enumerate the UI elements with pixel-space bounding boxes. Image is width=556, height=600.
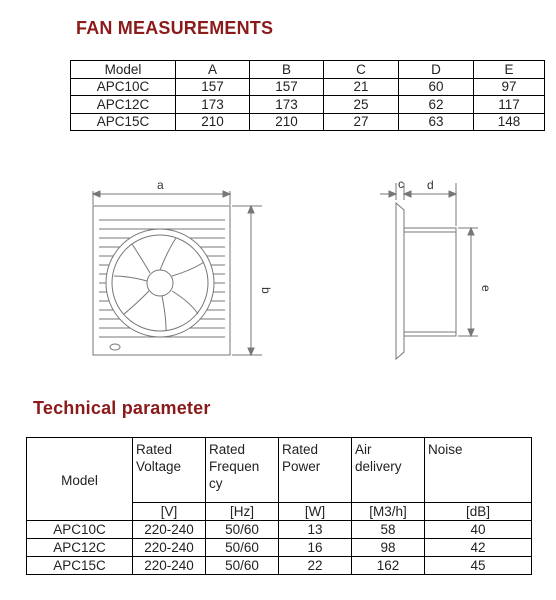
arrowhead	[449, 191, 456, 197]
table-cell: APC15C	[27, 557, 133, 575]
header-line: Rated	[209, 442, 246, 457]
arrowhead	[248, 348, 254, 355]
header-line: Rated	[136, 442, 173, 457]
table-cell: 60	[399, 78, 474, 96]
arrowhead	[389, 191, 396, 197]
fan-measurements-title: FAN MEASUREMENTS	[76, 18, 274, 38]
arrowhead	[468, 228, 474, 235]
header-line: Rated	[282, 442, 319, 457]
table-cell: 50/60	[206, 557, 279, 575]
column-header-rated-voltage	[133, 438, 206, 503]
table-cell: 42	[425, 539, 532, 557]
column-header: A	[176, 61, 250, 79]
unit-cell: [M3/h]	[352, 503, 425, 521]
column-header: C	[324, 61, 399, 79]
table-cell: 50/60	[206, 521, 279, 539]
table-cell: 220-240	[133, 539, 206, 557]
header-line: Voltage	[136, 459, 182, 474]
table-row	[27, 539, 532, 557]
table-cell: 220-240	[133, 521, 206, 539]
table-cell: 173	[250, 96, 324, 114]
column-header-air-delivery	[352, 438, 425, 503]
table-cell: APC10C	[27, 521, 133, 539]
fan-housing-side	[404, 228, 456, 336]
arrowhead	[248, 206, 254, 213]
table-row	[27, 557, 532, 575]
arrowhead	[93, 191, 100, 197]
table-cell: 58	[352, 521, 425, 539]
table-header-row	[27, 438, 532, 503]
table-row	[27, 521, 532, 539]
table-cell: 97	[474, 78, 545, 96]
side-panel-outline	[396, 203, 404, 359]
table-cell: 210	[176, 113, 250, 131]
unit-cell: [dB]	[425, 503, 532, 521]
arrowhead	[223, 191, 230, 197]
table-cell: 27	[324, 113, 399, 131]
technical-parameter-table	[26, 437, 532, 575]
unit-cell: [Hz]	[206, 503, 279, 521]
header-line: Model	[61, 473, 98, 488]
table-cell: 117	[474, 96, 545, 114]
table-cell: APC15C	[71, 113, 176, 131]
header-line: Noise	[428, 442, 463, 457]
dimension-e-label: e	[479, 285, 493, 292]
table-cell: APC12C	[27, 539, 133, 557]
table-cell: 157	[250, 78, 324, 96]
table-cell: 22	[279, 557, 352, 575]
header-line: Air	[355, 442, 372, 457]
table-cell: 16	[279, 539, 352, 557]
pull-cord-knob	[110, 344, 120, 350]
column-header: B	[250, 61, 324, 79]
dimension-b-label: b	[259, 287, 273, 294]
table-cell: 25	[324, 96, 399, 114]
table-cell: 173	[176, 96, 250, 114]
table-cell: 45	[425, 557, 532, 575]
table-cell: APC10C	[71, 78, 176, 96]
column-header-rated-frequency	[206, 438, 279, 503]
header-line: delivery	[355, 459, 402, 474]
table-cell: 98	[352, 539, 425, 557]
column-header: D	[399, 61, 474, 79]
header-line: Frequen	[209, 459, 260, 474]
dimension-c-label: c	[398, 177, 404, 191]
table-cell: APC12C	[71, 96, 176, 114]
table-cell: 13	[279, 521, 352, 539]
column-header-rated-power	[279, 438, 352, 503]
table-cell: 21	[324, 78, 399, 96]
table-cell: 62	[399, 96, 474, 114]
header-line: cy	[209, 476, 223, 491]
fan-impeller	[106, 229, 214, 337]
dimension-d-label: d	[427, 178, 434, 192]
technical-parameter-title: Technical parameter	[33, 398, 211, 418]
column-header: Model	[71, 61, 176, 79]
arrowhead	[468, 329, 474, 336]
column-header-noise	[425, 438, 532, 503]
table-cell: 50/60	[206, 539, 279, 557]
column-header: E	[474, 61, 545, 79]
dimension-a-label: a	[157, 178, 164, 192]
table-cell: 210	[250, 113, 324, 131]
table-cell: 162	[352, 557, 425, 575]
table-cell: 148	[474, 113, 545, 131]
table-cell: 157	[176, 78, 250, 96]
table-cell: 40	[425, 521, 532, 539]
column-header-model	[27, 438, 133, 521]
unit-cell: [W]	[279, 503, 352, 521]
unit-cell: [V]	[133, 503, 206, 521]
table-cell: 63	[399, 113, 474, 131]
header-line: Power	[282, 459, 321, 474]
table-cell: 220-240	[133, 557, 206, 575]
